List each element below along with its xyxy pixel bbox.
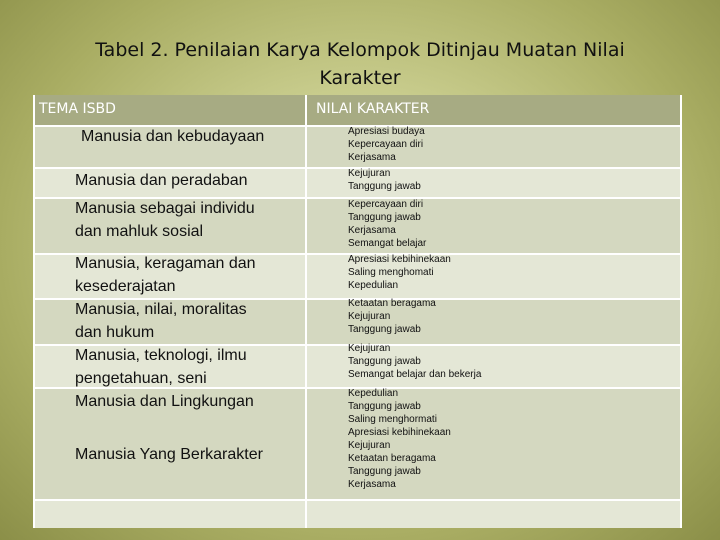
title-line-1: Tabel 2. Penilaian Karya Kelompok Ditinjau Muatan Nilai [95, 39, 625, 61]
column-divider [305, 95, 307, 528]
nilai-group [348, 167, 421, 193]
row-divider [33, 499, 682, 501]
tema-item [75, 252, 256, 413]
tema-line: Manusia dan kebudayaan [81, 128, 265, 145]
tema-line: Manusia sebagai individu [75, 200, 255, 217]
nilai-item: Tanggung jawab [348, 401, 421, 412]
title-line-2: Karakter [319, 67, 401, 89]
table-header [33, 95, 682, 125]
nilai-item: Kejujuran [348, 168, 391, 179]
nilai-item: Apresiasi kebihinekaan [348, 254, 451, 265]
tema-item [81, 125, 264, 148]
tema-item [75, 443, 263, 466]
nilai-group [348, 253, 451, 292]
nilai-item: Kepercayaan diri [348, 139, 424, 150]
nilai-item: Semangat belajar dan bekerja [348, 369, 482, 380]
header-tema-isbd: TEMA ISBD [39, 101, 116, 117]
nilai-item: Tanggung jawab [348, 356, 421, 367]
nilai-group [348, 198, 426, 250]
nilai-item: Ketaatan beragama [348, 298, 436, 309]
nilai-item: Tanggung jawab [348, 466, 421, 477]
nilai-group [348, 387, 451, 491]
tema-line: dan mahluk sosial [75, 223, 204, 240]
tema-line: Manusia, nilai, moralitas [75, 301, 247, 318]
nilai-item: Kejujuran [348, 311, 391, 322]
nilai-group [348, 297, 436, 336]
nilai-item: Kejujuran [348, 343, 391, 354]
nilai-item: Semangat belajar [348, 238, 427, 249]
nilai-item: Saling menghormati [348, 414, 437, 425]
tema-item [75, 197, 255, 243]
nilai-item: Apresiasi kebihinekaan [348, 427, 451, 438]
column-divider [33, 95, 35, 528]
nilai-item: Kejujuran [348, 440, 391, 451]
nilai-item: Apresiasi budaya [348, 126, 425, 137]
nilai-item: Kerjasama [348, 152, 396, 163]
nilai-item: Kepedulian [348, 388, 399, 399]
nilai-item: Ketaatan beragama [348, 453, 436, 464]
table-title [40, 36, 680, 92]
nilai-item: Tanggung jawab [348, 212, 421, 223]
tema-line: Manusia Yang Berkarakter [75, 446, 263, 463]
nilai-item: Kerjasama [348, 225, 396, 236]
tema-item [75, 169, 248, 192]
nilai-group [348, 125, 425, 164]
nilai-item: Kepedulian [348, 280, 399, 291]
column-divider [680, 95, 682, 528]
tema-line: Manusia dan Lingkungan [75, 393, 254, 410]
nilai-group [348, 342, 481, 381]
nilai-item: Kerjasama [348, 479, 396, 490]
tema-line: Manusia dan peradaban [75, 172, 248, 189]
header-nilai-karakter: NILAI KARAKTER [316, 101, 430, 117]
tema-line: pengetahuan, seni [75, 370, 207, 387]
tema-line: Manusia, teknologi, ilmu [75, 347, 247, 364]
tema-line: Manusia, keragaman dan [75, 255, 256, 272]
character-values-table [33, 95, 682, 528]
nilai-item: Saling menghomati [348, 267, 434, 278]
nilai-item: Kepercayaan diri [348, 199, 424, 210]
nilai-item: Tanggung jawab [348, 324, 421, 335]
tema-line: dan hukum [75, 324, 155, 341]
tema-line: kesederajatan [75, 278, 176, 295]
nilai-item: Tanggung jawab [348, 181, 421, 192]
